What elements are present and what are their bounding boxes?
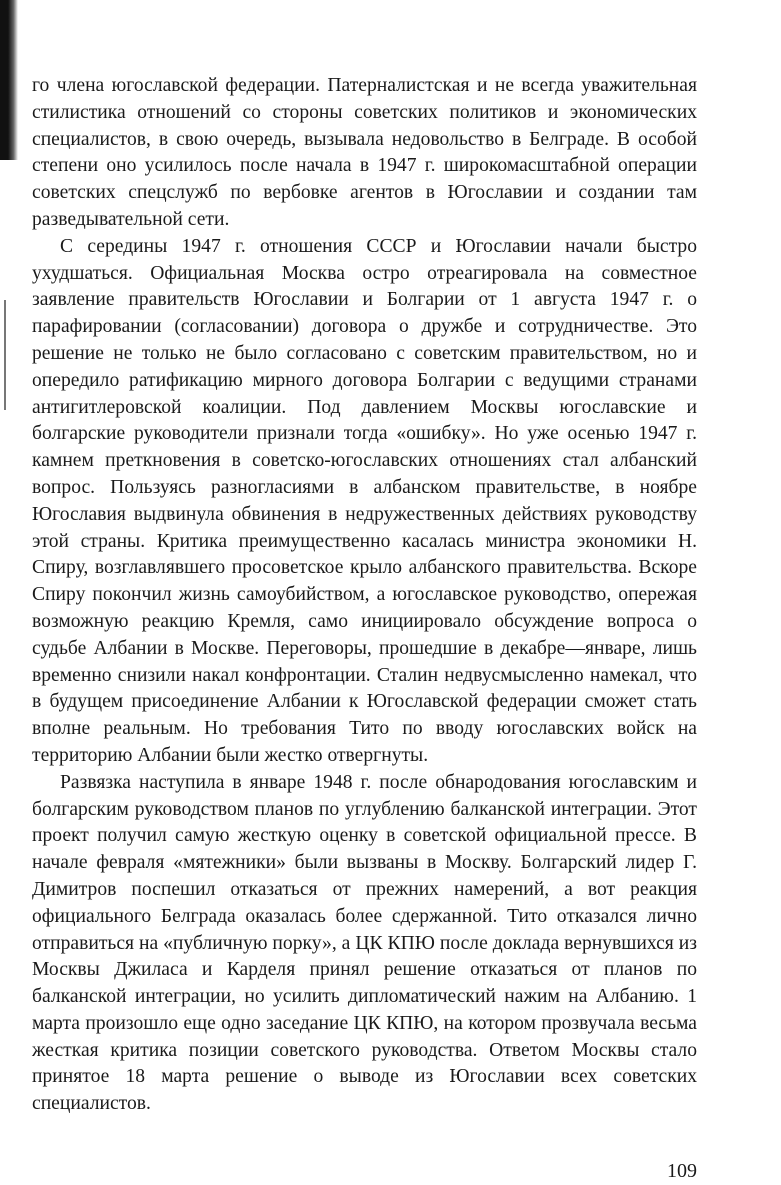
paragraph: С середины 1947 г. отношения СССР и Югославии начали быстро ухудшаться. Официальная Москва остро отреагировала на совместное заявление правительств Югославии и Болгарии от 1 августа 1947 г. о парафировании (согласовании) договора о дружбе и сотрудничестве. Это решение не только не было согласовано с советским правительством, но и опередило ратификацию мирного договора Болгарии с ведущими странами антигитлеровской коалиции. Под давлением Москвы югославские и болгарские руководители признали тогда «ошибку». Но уже осенью 1947 г. камнем преткновения в советско-югославских отношениях стал албанский вопрос. Пользуясь разногласиями в албанском правительстве, в ноябре Югославия выдвинула обвинения в недружественных действиях руководству этой страны. Критика преимущественно касалась министра экономики Н. Спиру, возглавлявшего просоветское крыло албанского правительства. Вскоре Спиру покончил жизнь самоубийством, а югославское руководство, опережая возможную реакцию Кремля, само инициировало обсуждение вопроса о судьбе Албании в Москве. Переговоры, прошедшие в декабре—январе, лишь временно снизили накал конфронтации. Сталин недвусмысленно намекал, что в будущем присоединение Албании к Югославской федерации сможет стать вполне реальным. Но требования Тито по вводу югославских войск на территорию Албании были жестко отвергнуты. — [32, 235, 697, 766]
paragraph: Развязка наступила в январе 1948 г. после обнародования югославским и болгарским руководством планов по углублению балканской интеграции. Этот проект получил самую жесткую оценку в советской официальной прессе. В начале февраля «мятежники» были вызваны в Москву. Болгарский лидер Г. Димитров поспешил отказаться от прежних намерений, а вот реакция официального Белграда оказалась более сдержанной. Тито отказался лично отправиться на «публичную порку», а ЦК КПЮ после доклада вернувшихся из Москвы Джиласа и Карделя принял решение отказаться от планов по балканской интеграции, но усилить дипломатический нажим на Албанию. 1 марта произошло еще одно заседание ЦК КПЮ, на котором прозвучала весьма жесткая критика позиции советского руководства. Ответом Москвы стало принятое 18 марта решение о выводе из Югославии всех советских специалистов. — [32, 771, 697, 1115]
paragraph-continuation: го члена югославской федерации. Патерналистская и не всегда уважительная стилистика отношений со стороны советских политиков и экономических специалистов, в свою очередь, вызывала недовольство в Белграде. В особой степени оно усилилось после начала в 1947 г. широкомасштабной операции советских спецслужб по вербовке агентов в Югославии и создании там разведывательной сети. — [32, 75, 697, 230]
page-number: 109 — [667, 1160, 697, 1182]
scan-shadow — [0, 0, 18, 160]
page-text — [32, 73, 697, 1118]
scan-shadow-line — [4, 300, 6, 410]
